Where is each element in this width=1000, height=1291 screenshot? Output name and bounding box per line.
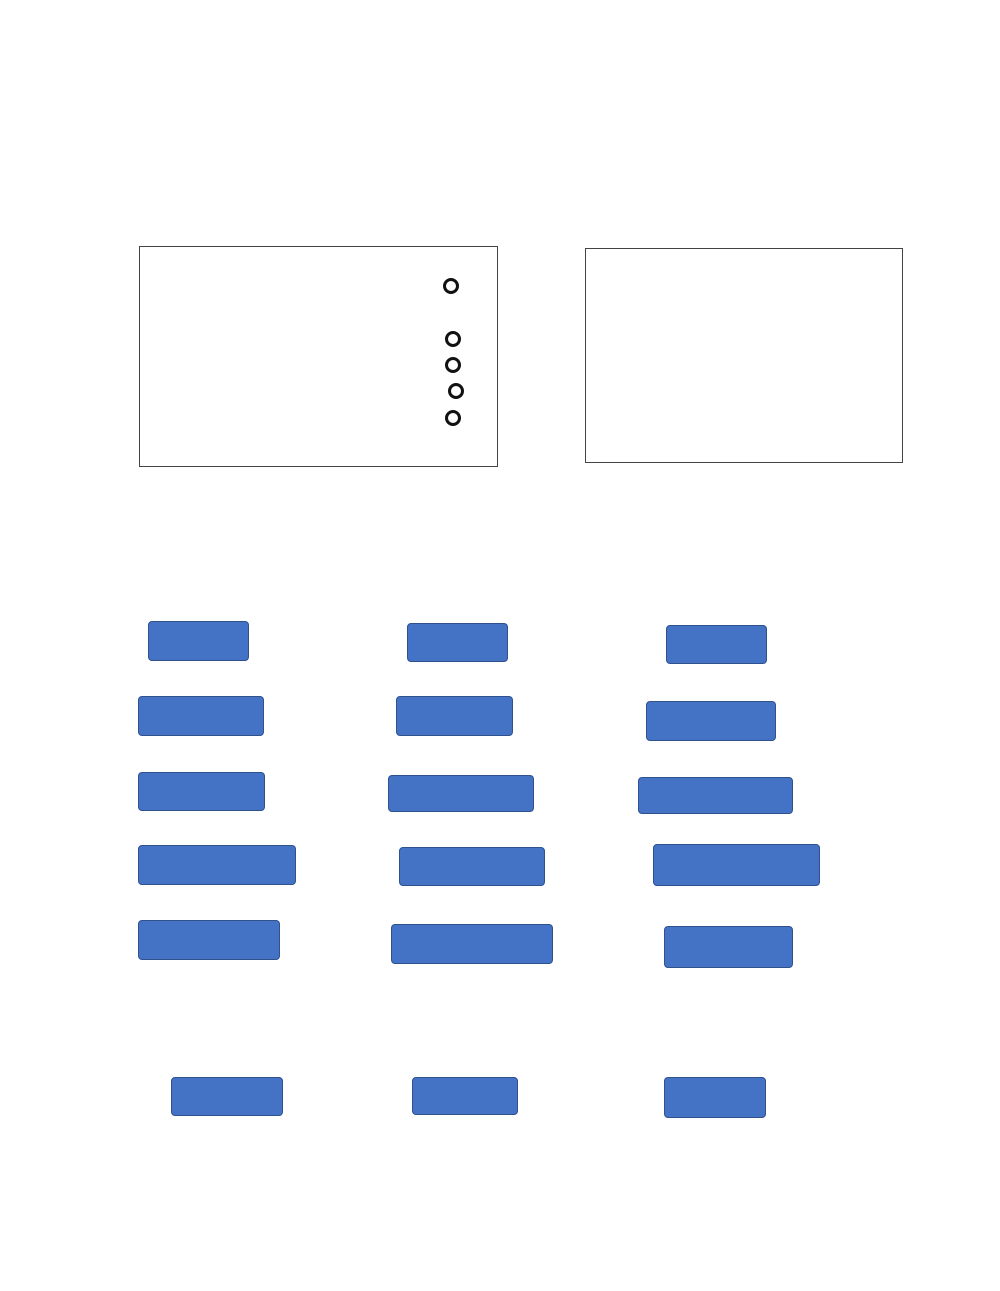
q6-option-are[interactable]	[407, 623, 508, 662]
q7-option-would-be[interactable]	[138, 696, 264, 736]
q8-option-dont-hurry[interactable]	[138, 772, 265, 811]
question-7	[139, 666, 168, 687]
matching-results-box	[585, 248, 903, 463]
q10-option-dont-feel[interactable]	[138, 920, 280, 960]
pencil-border-left	[36, 74, 78, 1274]
q10-option-doesnt-feel[interactable]	[664, 926, 793, 968]
pencil-border-right	[922, 74, 964, 1274]
q7-option-wont-be[interactable]	[396, 696, 513, 736]
question-9	[139, 815, 168, 836]
liveworksheets-logo[interactable]	[8, 1257, 27, 1287]
match-dot-5[interactable]	[445, 410, 461, 426]
matching-conditions-box	[139, 246, 498, 467]
q9-option-will-phone[interactable]	[399, 847, 545, 886]
question-6	[139, 591, 168, 612]
match-dot-2[interactable]	[445, 331, 461, 347]
match-dot-3[interactable]	[445, 357, 461, 373]
pencil-border-top	[38, 38, 968, 78]
q7-option-will-be[interactable]	[646, 701, 776, 741]
q6-option-is[interactable]	[148, 621, 249, 661]
q11-option-known[interactable]	[412, 1077, 518, 1115]
q10-option-might-not-feel[interactable]	[391, 924, 553, 964]
question-10	[139, 890, 168, 911]
logo-squares-icon	[8, 1264, 25, 1281]
q11-option-knew[interactable]	[664, 1077, 766, 1118]
q8-option-doesnt-hurry[interactable]	[388, 775, 534, 812]
question-12	[139, 1153, 168, 1174]
match-dot-1[interactable]	[443, 278, 459, 294]
q8-option-didnt-hurry[interactable]	[638, 777, 793, 814]
q9-option-wouldnt-phone[interactable]	[653, 844, 820, 886]
question-8	[139, 740, 168, 761]
match-dot-4[interactable]	[448, 383, 464, 399]
q9-option-would-phone[interactable]	[138, 845, 296, 885]
q6-option-isnt[interactable]	[666, 625, 767, 664]
question-11	[139, 1041, 168, 1062]
q11-option-knowed[interactable]	[171, 1077, 283, 1116]
